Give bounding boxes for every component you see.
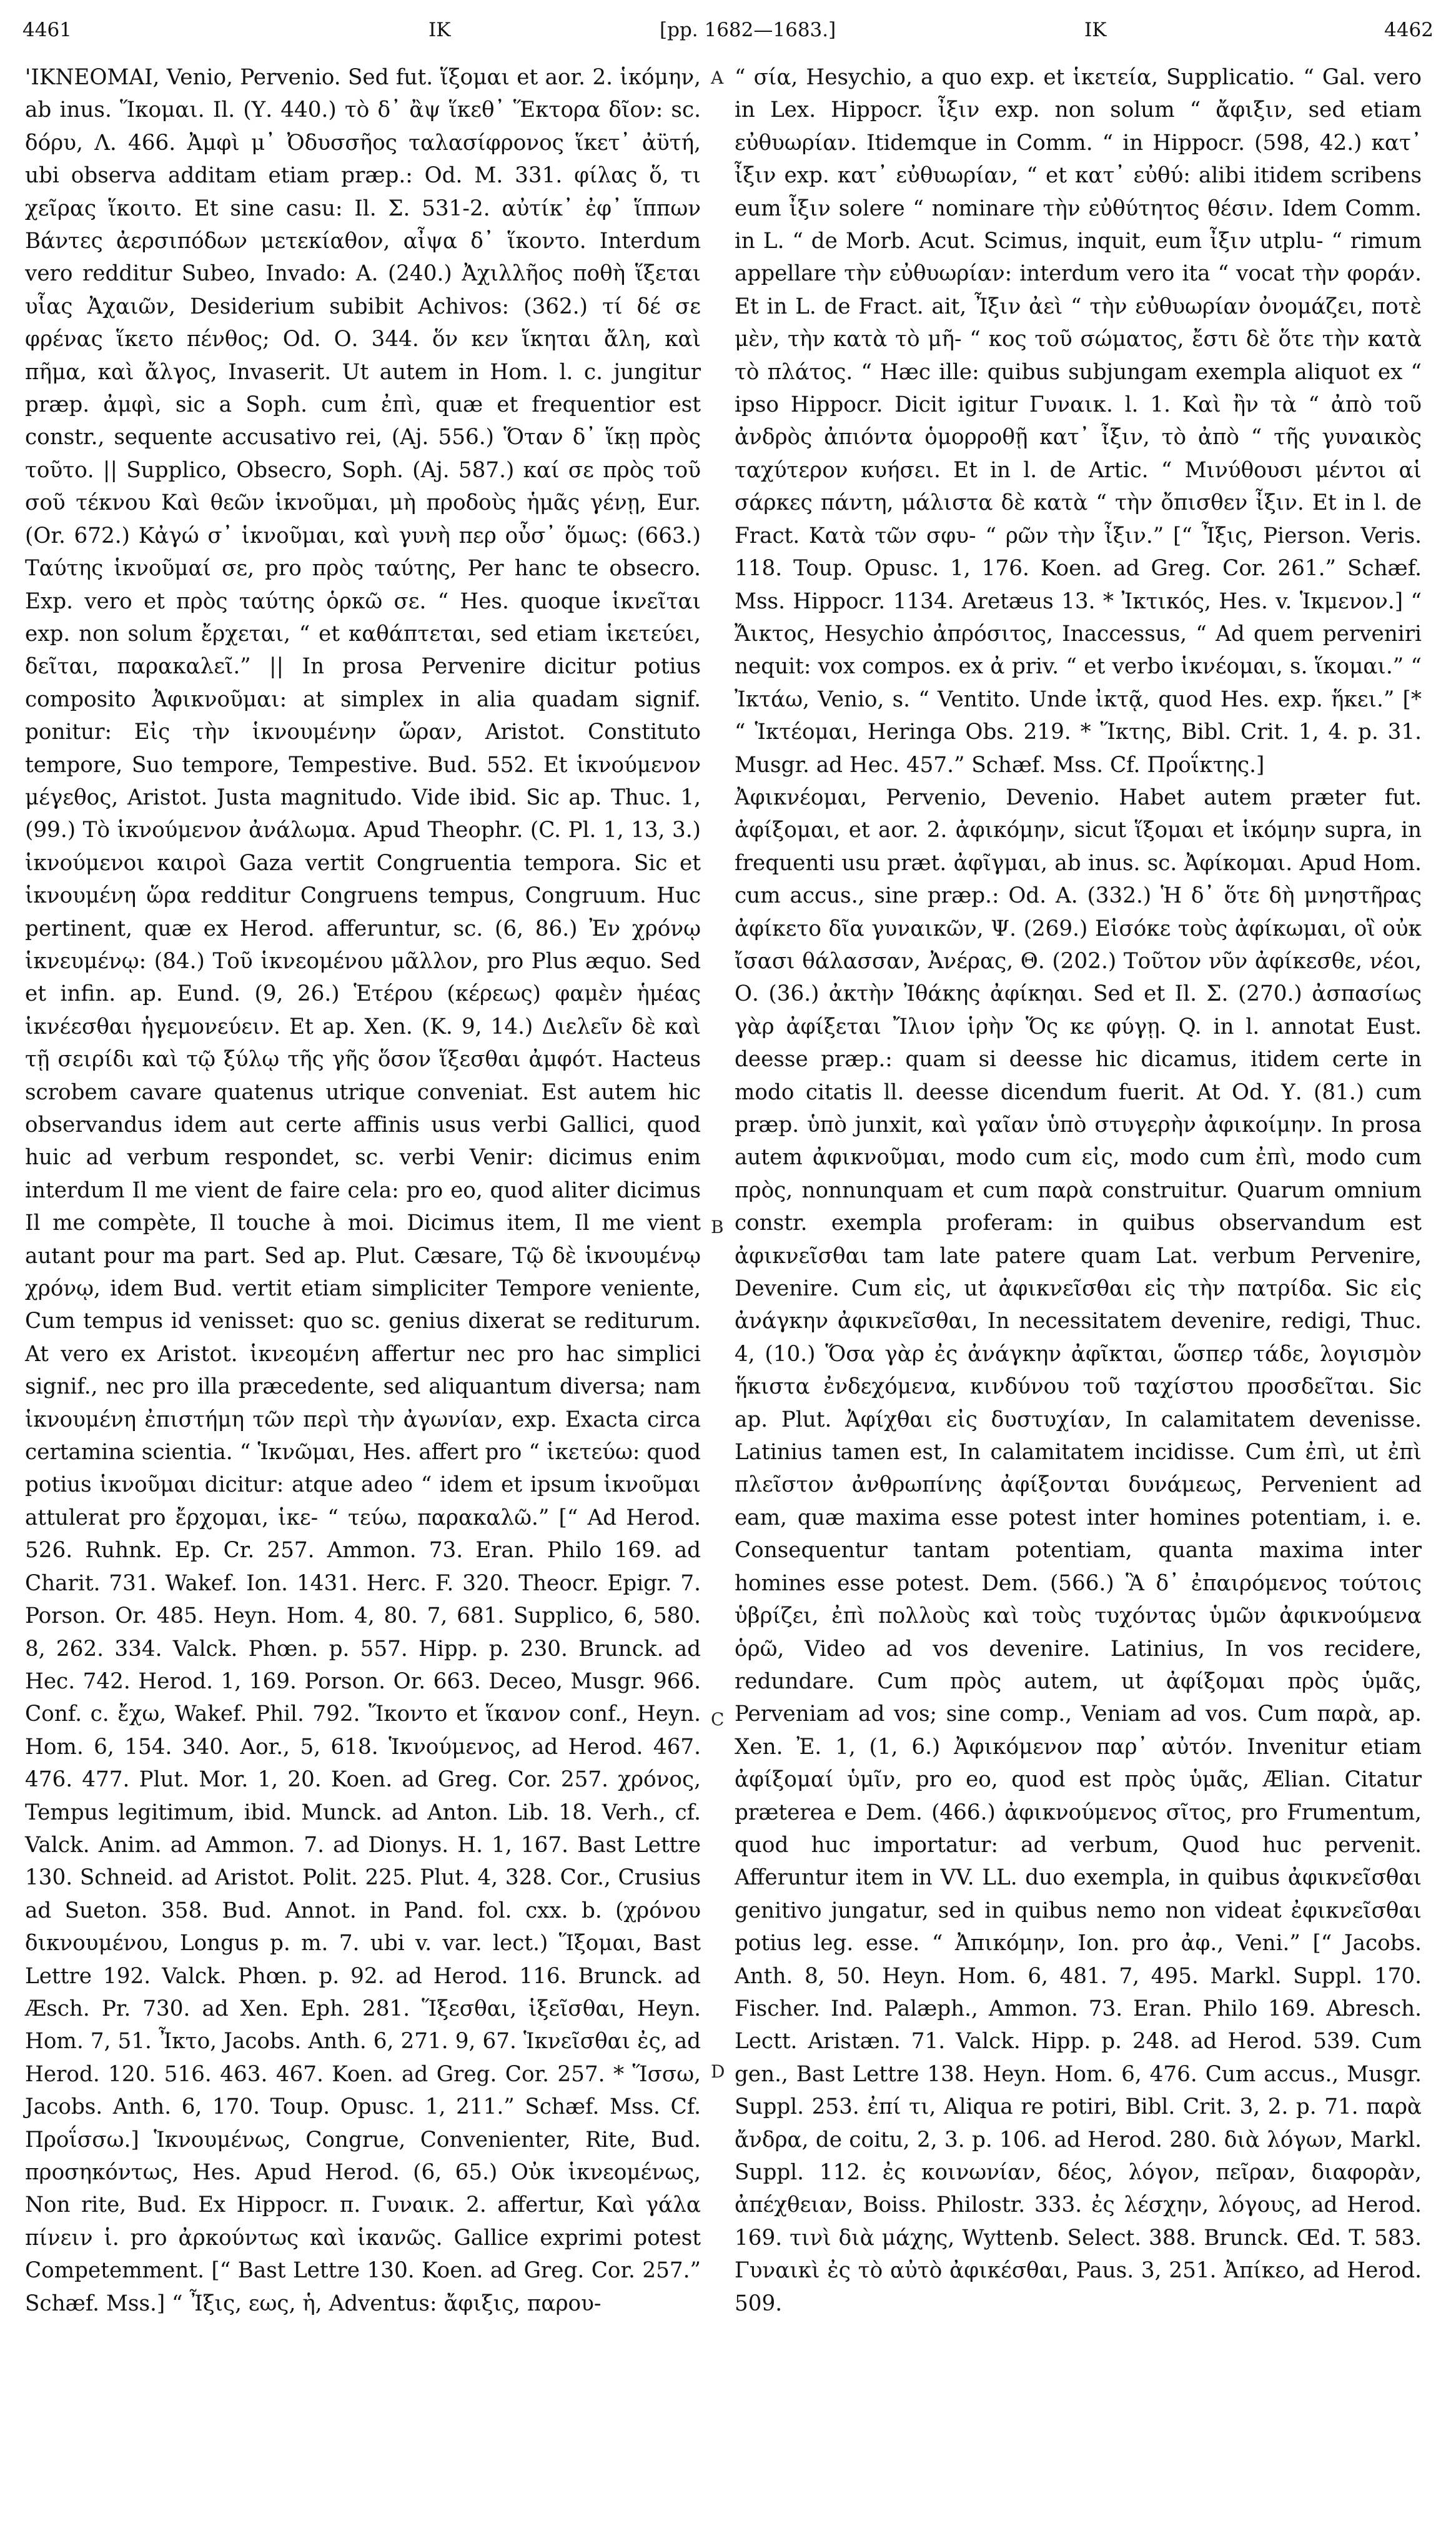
margin-letter-b: B (711, 1217, 724, 1237)
left-page-number: 4461 (22, 19, 72, 41)
right-page-number: 4462 (1384, 19, 1434, 41)
margin-letter-a: A (711, 67, 724, 88)
entry-ixis-continuation: “ σία, Hesychio, a quo exp. et ἱκετεία, Supplicatio. “ Gal. vero in Lex. Hippocr. ἶξιν exp. non solum “ ἄφιξιν, sed etiam εὐθυωρίαν. Itidemque in Comm. “ in Hippocr. (598, 42.) κατ᾽ ἶξιν exp. κατ᾽ εὐθυωρίαν, “ et κατ᾽ εὐθύ: alibi itidem scribens eum ἶξιν solere “ nominare τὴν εὐθύτητος θέσιν. Idem Comm. in L. “ de Morb. Acut. Scimus, inquit, eum ἶξιν utplu- “ rimum appellare τὴν εὐθυωρίαν: interdum vero ita “ vocat τὴν φοράν. Et in L. de Fract. ait, Ἶξιν ἀεὶ “ τὴν εὐθυωρίαν ὀνομάζει, ποτὲ μὲν, τὴν κατὰ τὸ μῆ- “ κος τοῦ σώματος, ἔστι δὲ ὅτε τὴν κατὰ τὸ πλάτος. “ Hæc ille: quibus subjungam exempla aliquot ex “ ipso Hippocr. Dicit igitur Γυναικ. l. 1. Καὶ ἢν τὰ “ ἀπὸ τοῦ ἀνδρὸς ἀπιόντα ὁμορροθῇ κατ᾽ ἶξιν, τὸ ἀπὸ “ τῆς γυναικὸς ταχύτερον κυήσει. Et in l. de Artic. “ Μινύθουσι μέντοι αἱ σάρκες πάντη, μάλιστα δὲ κατὰ “ τὴν ὄπισθεν ἶξιν. Et in l. de Fract. Κατὰ τῶν σφυ- “ ρῶν τὴν ἶξιν.” [“ Ἶξις, Pierson. Veris. 118. Toup. Opusc. 1, 176. Koen. ad Greg. Cor. 261.” Schæf. Mss. Hippocr. 1134. Aretæus 13. * Ἰκτικός, Hes. v. Ἱκμενον.] “ Ἄικτος, Hesychio ἀπρόσιτος, Inaccessus, “ Ad quem perveniri nequit: vox compos. ex ἀ priv. “ et verbo ἱκνέομαι, s. ἵκομαι.” “ Ἰκτάω, Venio, s. “ Ventito. Unde ἰκτᾷ, quod Hes. exp. ἥκει.” [* “ Ἱκτέομαι, Heringa Obs. 219. * Ἵκτης, Bibl. Crit. 1, 4. p. 31. Musgr. ad Hec. 457.” Schæf. Mss. Cf. Προΐκτης.] (735, 65, 1422, 778)
entry-ikneomai: 'IKNEOMAI, Venio, Pervenio. Sed fut. ἵξομαι et aor. 2. ἱκόμην, ab inus. Ἵκομαι. Il. (Υ. 440.) τὸ δ᾽ ἂψ ἵκεθ᾽ Ἕκτορα δῖον: sc. δόρυ, Λ. 466. Ἀμφὶ μ᾽ Ὀδυσσῆος ταλασίφρονος ἵκετ᾽ ἀϋτή, ubi observa additam etiam præp.: Od. M. 331. φίλας ὅ, τι χεῖρας ἵκοιτο. Et sine casu: Il. Σ. 531-2. αὐτίκ᾽ ἐφ᾽ ἵππων Βάντες ἀερσιπόδων μετεκίαθον, αἶψα δ᾽ ἵκοντο. Interdum vero redditur Subeo, Invado: Α. (240.) Ἀχιλλῆος ποθὴ ἵξεται υἷας Ἀχαιῶν, Desiderium subibit Achivos: (362.) τί δέ σε φρένας ἵκετο πένθος; Od. Ο. 344. ὅν κεν ἵκηται ἄλη, καὶ πῆμα, καὶ ἄλγος, Invaserit. Ut autem in Hom. l. c. jungitur præp. ἀμφὶ, sic a Soph. cum ἐπὶ, quæ et frequentior est constr., sequente accusativo rei, (Aj. 556.) Ὅταν δ᾽ ἵκῃ πρὸς τοῦτο. || Supplico, Obsecro, Soph. (Aj. 587.) καί σε πρὸς τοῦ σοῦ τέκνου Καὶ θεῶν ἱκνοῦμαι, μὴ προδοὺς ἡμᾶς γένῃ, Eur. (Or. 672.) Κἀγώ σ᾽ ἱκνοῦμαι, καὶ γυνὴ περ οὖσ᾽ ὅμως: (663.) Ταύτης ἱκνοῦμαί σε, pro πρὸς ταύτης, Per hanc te obsecro. Exp. vero et πρὸς ταύτης ὁρκῶ σε. “ Hes. quoque ἱκνεῖται exp. non solum ἔρχεται, “ et καθάπτεται, sed etiam ἱκετεύει, δεῖται, παρακαλεῖ.” || In prosa Pervenire dicitur potius composito Ἀφικνοῦμαι: at simplex in alia quadam signif. ponitur: Εἰς τὴν ἱκνουμένην ὥραν, Aristot. Constituto tempore, Suo tempore, Tempestive. Bud. 552. Et ἱκνούμενον μέγεθος, Aristot. Justa magnitudo. Vide ibid. Sic ap. Thuc. 1, (99.) Τὸ ἱκνούμενον ἀνάλωμα. Apud Theophr. (C. Pl. 1, 13, 3.) ἱκνούμενοι καιροὶ Gaza vertit Congruentia tempora. Sic et ἱκνουμένη ὥρα redditur Congruens tempus, Congruum. Huc pertinent, quæ ex Herod. afferuntur, sc. (6, 86.) Ἐν χρόνῳ ἱκνευμένῳ: (84.) Τοῦ ἱκνεομένου μᾶλλον, pro Plus æquo. Sed et infin. ap. Eund. (9, 26.) Ἑτέρου (κέρεως) φαμὲν ἡμέας ἱκνέεσθαι ἡγεμονεύειν. Et ap. Xen. (K. 9, 14.) Διελεῖν δὲ καὶ τῇ σειρίδι καὶ τῷ ξύλῳ τῆς γῆς ὅσον ἵξεσθαι ἀμφότ. Hacteus scrobem cavare quatenus utrique conveniat. Est autem hic observandus idem aut certe affinis usus verbi Gallici, quod huic ad verbum respondet, sc. verbi Venir: dicimus enim interdum Il me vient de faire cela: pro eo, quod aliter dicimus Il me compète, Il touche à moi. Dicimus item, Il me vient autant pour ma part. Sed ap. Plut. Cæsare, Τῷ δὲ ἱκνουμένῳ χρόνῳ, idem Bud. vertit etiam simpliciter Tempore veniente, Cum tempus id venisset: quo sc. genius dixerat se rediturum. At vero ex Aristot. ἱκνεομένη affertur nec pro hac simplici signif., nec pro illa præcedente, sed aliquantum diversa; nam ἱκνουμένη ἐπιστήμη τῶν περὶ τὴν ἀγωνίαν, exp. Exacta circa certamina scientia. “ Ἱκνῶμαι, Hes. affert pro “ ἱκετεύω: quod potius ἱκνοῦμαι dicitur: atque adeo “ idem et ipsum ἱκνοῦμαι attulerat pro ἔρχομαι, ἱκε- “ τεύω, παρακαλῶ.” [“ Ad Herod. 526. Ruhnk. Ep. Cr. 257. Ammon. 73. Eran. Philo 169. ad Charit. 731. Wakef. Ion. 1431. Herc. F. 320. Theocr. Epigr. 7. Porson. Or. 485. Heyn. Hom. 4, 80. 7, 681. Supplico, 6, 580. 8, 262. 334. Valck. Phœn. p. 557. Hipp. p. 230. Brunck. ad Hec. 742. Herod. 1, 169. Porson. Or. 663. Deceo, Musgr. 966. Conf. c. ἔχω, Wakef. Phil. 792. Ἵκοντο et ἵκανον conf., Heyn. Hom. 6, 154. 340. Aor., 5, 618. Ἱκνούμενος, ad Herod. 467. 476. 477. Plut. Mor. 1, 20. Koen. ad Greg. Cor. 257. χρόνος, Tempus legitimum, ibid. Munck. ad Anton. Lib. 18. Verh., cf. Valck. Anim. ad Ammon. 7. ad Dionys. H. 1, 167. Bast Lettre 130. Schneid. ad Aristot. Polit. 225. Plut. 4, 328. Cor., Crusius ad Sueton. 358. Bud. Annot. in Pand. fol. cxx. b. (χρόνου δικνουμένου, Longus p. m. 7. ubi v. var. lect.) Ἵξομαι, Bast Lettre 192. Valck. Phœn. p. 92. ad Herod. 116. Brunck. ad Æsch. Pr. 730. ad Xen. Eph. 281. Ἵξεσθαι, ἱξεῖσθαι, Heyn. Hom. 7, 51. Ἶκτο, Jacobs. Anth. 6, 271. 9, 67. Ἱκνεῖσθαι ἐς, ad Herod. 120. 516. 463. 467. Koen. ad Greg. Cor. 257. * Ἵσσω, Jacobs. Anth. 6, 170. Toup. Opusc. 1, 211.” Schæf. Mss. Cf. Προΐσσω.] Ἱκνουμένως, Congrue, Convenienter, Rite, Bud. προσηκόντως, Hes. Apud Herod. (6, 65.) Οὐκ ἱκνεομένως, Non rite, Bud. Ex Hippocr. π. Γυναικ. 2. affertur, Καὶ γάλα πίνειν ἱ. pro ἀρκούντως καὶ ἱκανῶς. Gallice exprimi potest Competemment. [“ Bast Lettre 130. Koen. ad Greg. Cor. 257.” Schæf. Mss.] “ Ἶξις, εως, ἡ, Adventus: ἄφιξις, παρου- (25, 65, 701, 2316)
running-header (22, 14, 1434, 51)
left-column (25, 61, 701, 2320)
left-running-title: IK (428, 19, 451, 41)
right-column (735, 61, 1422, 2320)
page-range: [pp. 1682—1683.] (660, 19, 836, 41)
entry-aphikneomai: Ἀφικνέομαι, Pervenio, Devenio. Habet autem præter fut. ἀφίξομαι, et aor. 2. ἀφικόμην, sicut ἵξομαι et ἱκόμην supra, in frequenti usu præt. ἀφῖγμαι, ab inus. sc. Ἀφίκομαι. Apud Hom. cum accus., sine præp.: Od. A. (332.) Ἡ δ᾽ ὅτε δὴ μνηστῆρας ἀφίκετο δῖα γυναικῶν, Ψ. (269.) Εἰσόκε τοὺς ἀφίκωμαι, οἳ οὐκ ἴσασι θάλασσαν, Ἀνέρας, Θ. (202.) Τοῦτον νῦν ἀφίκεσθε, νέοι, Ο. (36.) ἀκτὴν Ἰθάκης ἀφίκηαι. Sed et Il. Σ. (270.) ἀσπασίως γὰρ ἀφίξεται Ἴλιον ἱρὴν Ὅς κε φύγῃ. Q. in l. annotat Eust. deesse præp.: quam si deesse hic dicamus, itidem certe in modo citatis ll. deesse dicendum fuerit. At Od. Υ. (81.) cum præp. ὑπὸ junxit, καὶ γαῖαν ὑπὸ στυγερὴν ἀφικοίμην. In prosa autem ἀφικνοῦμαι, modo cum εἰς, modo cum ἐπὶ, modo cum πρὸς, nonnunquam et cum παρὰ construitur. Quarum omnium constr. exempla proferam: in quibus observandum est ἀφικνεῖσθαι tam late patere quam Lat. verbum Pervenire, Devenire. Cum εἰς, ut ἀφικνεῖσθαι εἰς τὴν πατρίδα. Sic εἰς ἀνάγκην ἀφικνεῖσθαι, In necessitatem devenire, redigi, Thuc. 4, (10.) Ὅσα γὰρ ἐς ἀνάγκην ἀφῖκται, ὥσπερ τάδε, λογισμὸν ἥκιστα ἐνδεχόμενα, κινδύνου τοῦ ταχίστου προσδεῖται. Sic ap. Plut. Ἀφίχθαι εἰς δυστυχίαν, In calamitatem devenisse. Latinius tamen est, In calamitatem incidisse. Cum ἐπὶ, ut ἐπὶ πλεῖστον ἀνθρωπίνης ἀφίξονται δυνάμεως, Pervenient ad eam, quæ maxima esse potest inter homines potentiam, i. e. Consequentur tantam potentiam, quanta maxima inter homines esse potest. Dem. (566.) Ἃ δ᾽ ἐπαιρόμενος τούτοις ὑβρίζει, ἐπὶ πολλοὺς καὶ τοὺς τυχόντας ὑμῶν ἀφικνούμενα ὁρῶ, Video ad vos devenire. Latinius, In vos recidere, redundare. Cum πρὸς autem, ut ἀφίξομαι πρὸς ὑμᾶς, Perveniam ad vos; sine comp., Veniam ad vos. Cum παρὰ, ap. Xen. Ἐ. 1, (1, 6.) Ἀφικόμενον παρ᾽ αὐτόν. Invenitur etiam ἀφίξομαί ὑμῖν, pro eo, quod est πρὸς ὑμᾶς, Ælian. Citatur præterea e Dem. (466.) ἀφικνούμενος σῖτος, pro Frumentum, quod huc importatur: ad verbum, Quod huc pervenit. Afferuntur item in VV. LL. duo exempla, in quibus ἀφικνεῖσθαι genitivo jungatur, sed in quibus nemo non videat ἐφικνεῖσθαι potius leg. esse. “ Ἀπικόμην, Ion. pro ἀφ., Veni.” [“ Jacobs. Anth. 8, 50. Heyn. Hom. 6, 481. 7, 495. Markl. Suppl. 170. Fischer. Ind. Palæph., Ammon. 73. Eran. Philo 169. Abresch. Lectt. Aristæn. 71. Valck. Hipp. p. 248. ad Herod. 539. Cum gen., Bast Lettre 138. Heyn. Hom. 6, 476. Cum accus., Musgr. Suppl. 253. ἐπί τι, Aliqua re potiri, Bibl. Crit. 3, 2. p. 71. παρὰ ἄνδρα, de coitu, 2, 3. p. 106. ad Herod. 280. διὰ λόγων, Markl. Suppl. 112. ἐς κοινωνίαν, δέος, λόγον, πεῖραν, διαφορὰν, ἀπέχθειαν, Boiss. Philostr. 333. ἐς λέσχην, λόγους, ad Herod. 169. τινὶ διὰ μάχης, Wyttenb. Select. 388. Brunck. Œd. T. 583. Γυναικὶ ἐς τὸ αὐτὸ ἀφικέσθαι, Paus. 3, 251. Ἀπίκεο, ad Herod. 509. (735, 785, 1422, 2316)
margin-letter-d: D (711, 2061, 725, 2082)
margin-letter-c: C (711, 1709, 725, 1730)
right-running-title: IK (1084, 19, 1107, 41)
